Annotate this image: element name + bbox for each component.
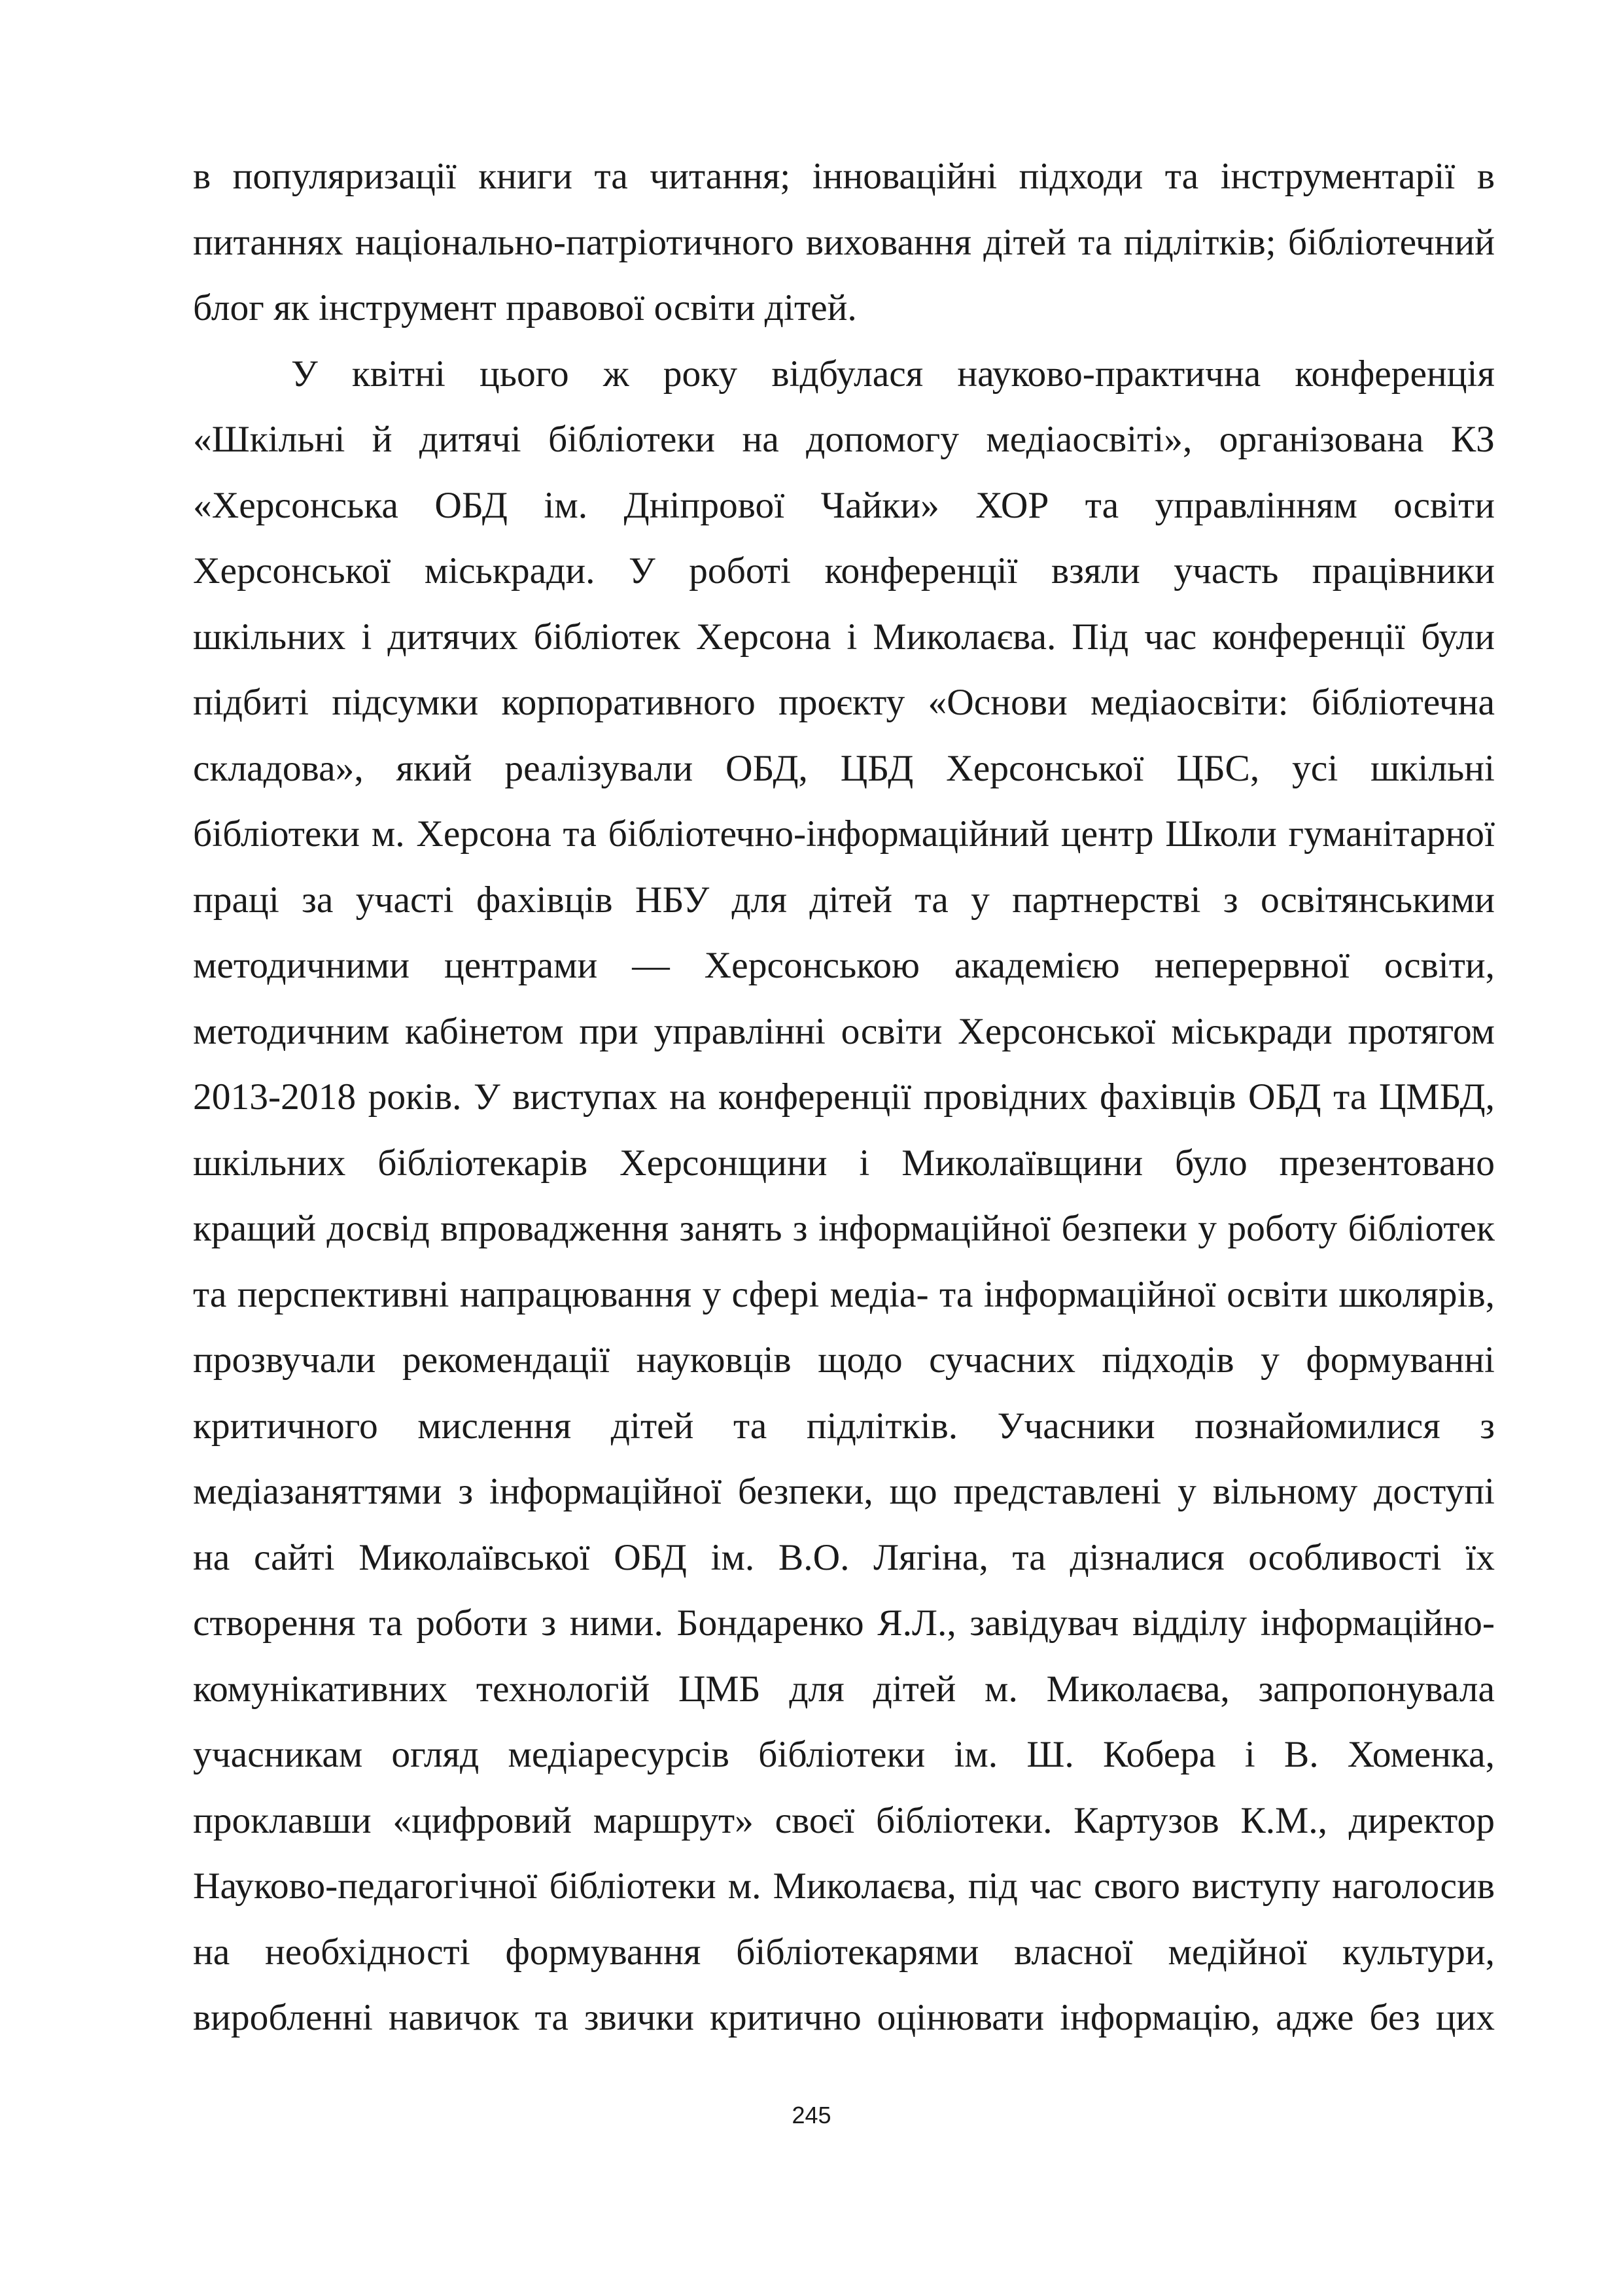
text-line: виробленні навичок та звички критично оцінювати інформацію, адже без цих: [193, 1997, 1495, 2038]
text-line: в популяризації книги та читання; інноваційні підходи та інструментарії в: [193, 156, 1495, 197]
text-line: методичним кабінетом при управлінні освіти Херсонської міськради протягом: [193, 1010, 1495, 1052]
text-line: створення та роботи з ними. Бондаренко Я.Л., завідувач відділу інформаційно-: [193, 1602, 1495, 1644]
text-line: методичними центрами — Херсонською академією неперервної освіти,: [193, 945, 1495, 986]
text-line: та перспективні напрацювання у сфері медіа- та інформаційної освіти школярів,: [193, 1273, 1495, 1315]
text-line: підбиті підсумки корпоративного проєкту «Основи медіаосвіти: бібліотечна: [193, 682, 1495, 723]
page-text-body: [193, 144, 1495, 2051]
text-line: комунікативних технологій ЦМБ для дітей м. Миколаєва, запропонувала: [193, 1668, 1495, 1710]
paragraph: [193, 144, 1495, 342]
text-line: Науково-педагогічної бібліотеки м. Миколаєва, під час свого виступу наголосив: [193, 1865, 1495, 1907]
text-line: учасникам огляд медіаресурсів бібліотеки ім. Ш. Кобера і В. Хоменка,: [193, 1734, 1495, 1775]
text-line: бібліотеки м. Херсона та бібліотечно-інформаційний центр Школи гуманітарної: [193, 813, 1495, 855]
text-line: шкільних і дитячих бібліотек Херсона і Миколаєва. Під час конференції були: [193, 616, 1495, 658]
page-number: 245: [792, 2102, 831, 2128]
text-line: 2013-2018 років. У виступах на конференції провідних фахівців ОБД та ЦМБД,: [193, 1076, 1495, 1118]
text-line: медіазаняттями з інформаційної безпеки, що представлені у вільному доступі: [193, 1471, 1495, 1512]
text-line: на сайті Миколаївської ОБД ім. В.О. Лягіна, та дізналися особливості їх: [193, 1536, 1495, 1578]
text-line: складова», який реалізували ОБД, ЦБД Херсонської ЦБС, усі шкільні: [193, 747, 1495, 789]
text-line: кращий досвід впровадження занять з інформаційної безпеки у роботу бібліотек: [193, 1208, 1495, 1249]
text-line: критичного мислення дітей та підлітків. Учасники познайомилися з: [193, 1405, 1495, 1447]
text-line: «Херсонська ОБД ім. Дніпрової Чайки» ХОР та управлінням освіти: [193, 484, 1495, 526]
text-line: Херсонської міськради. У роботі конференції взяли участь працівники: [193, 550, 1495, 592]
text-line: блог як інструмент правової освіти дітей.: [193, 287, 857, 328]
text-line: питаннях національно-патріотичного виховання дітей та підлітків; бібліотечний: [193, 221, 1495, 263]
text-line: шкільних бібліотекарів Херсонщини і Миколаївщини було презентовано: [193, 1142, 1495, 1184]
text-line: «Шкільні й дитячі бібліотеки на допомогу медіаосвіті», організована КЗ: [193, 419, 1495, 460]
paragraph: [193, 342, 1495, 2051]
text-line: проклавши «цифровий маршрут» своєї бібліотеки. Картузов К.М., директор: [193, 1799, 1495, 1841]
text-line: прозвучали рекомендації науковців щодо сучасних підходів у формуванні: [193, 1339, 1495, 1381]
text-line: У квітні цього ж року відбулася науково-практична конференція: [291, 353, 1495, 395]
text-line: на необхідності формування бібліотекарями власної медійної культури,: [193, 1931, 1495, 1973]
text-line: праці за участі фахівців НБУ для дітей та у партнерстві з освітянськими: [193, 879, 1495, 921]
